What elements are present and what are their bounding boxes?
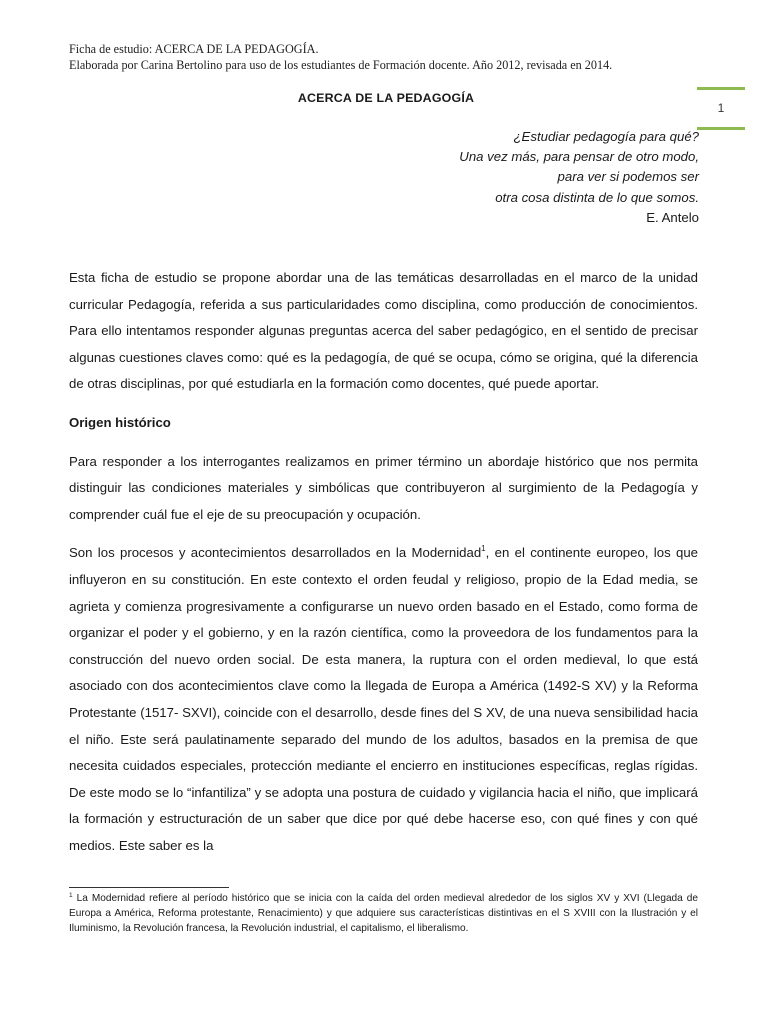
footnote-mark: 1 [69,892,73,899]
paragraph-2-start: Son los procesos y acontecimientos desarrollados en la Modernidad [69,545,482,561]
document-header [69,41,709,73]
paragraph-1: Para responder a los interrogantes realizamos en primer término un abordaje histórico que nos permita distinguir las condiciones materiales y simbólicas que contribuyeron al surgimiento de la Pedagogía y comprender cuál fue el eje de su preocupación y ocupación. [69,453,698,522]
epigraph-line: otra cosa distinta de lo que somos. [495,189,699,205]
footnote-separator [69,887,229,888]
paragraph-2-rest: , en el continente europeo, los que influyeron en su constitución. En este contexto el orden feudal y religioso, propio de la Edad media, se agrieta y comienza progresivamente a configurarse un nuevo orden basado en el Estado, como forma de organizar el poder y el gobierno, y en la razón científica, como la proveedora de los fundamentos para la construcción del nuevo orden social. De esta manera, la ruptura con el orden medieval, lo que está asociado con dos acontecimientos clave como la llegada de Europa a América (1492-S XV) y la Reforma Protestante (1517- SXVI), coincide con el desarrollo, desde fines del S XV, de una nueva sensibilidad hacia el niño. Este será paulatinamente separado del mundo de los adultos, basados en la premisa de que necesita cuidados especiales, protección mediante el encierro en instituciones específicas, reglas rígidas. De este modo se lo “infantiliza” y se adopta una postura de cuidado y vigilancia hacia el niño, que implicará la formación y estructuración de un saber que dice por qué debe hacerse eso, con qué fines y con qué medios. Este saber es la [69,545,698,853]
footnote [69,891,698,937]
page-number: 1 [717,101,725,115]
document-title: ACERCA DE LA PEDAGOGÍA [297,91,475,105]
page-number-top-rule [697,87,745,90]
epigraph-author: E. Antelo [646,209,699,225]
epigraph [299,127,699,228]
section-heading: Origen histórico [69,414,171,430]
epigraph-line: Una vez más, para pensar de otro modo, [459,149,699,165]
header-line-1: Ficha de estudio: ACERCA DE LA PEDAGOGÍA. [69,42,319,56]
body-text [69,265,698,871]
intro-paragraph: Esta ficha de estudio se propone abordar una de las temáticas desarrolladas en el marco de la unidad curricular Pedagogía, referida a sus particularidades como disciplina, como producción de conocimientos. Para ello intentamos responder algunas preguntas acerca del saber pedagógico, en el sentido de precisar algunas cuestiones claves como: qué es la pedagogía, de qué se ocupa, cómo se origina, qué la diferencia de otras disciplinas, por qué estudiarla en la formación como docentes, qué puede aportar. [69,270,698,392]
footnote-reference[interactable]: 1 [481,544,486,554]
epigraph-line: ¿Estudiar pedagogía para qué? [513,129,699,144]
footnote-text: La Modernidad refiere al período histórico que se inicia con la caída del orden medieval alrededor de los siglos XV y XVI (Llegada de Europa a América, Reforma protestante, Renacimiento) y que adquiere sus características distintivas en el S XVIII con la Ilustración y el Iluminismo, la Revolución francesa, la Revolución industrial, el capitalismo, el liberalismo. [69,893,698,935]
page-number-bottom-rule [697,127,745,130]
header-line-2: Elaborada por Carina Bertolino para uso de los estudiantes de Formación docente. Año 2012, revisada en 2014. [69,58,613,72]
paragraph-2 [69,540,698,859]
epigraph-line: para ver si podemos ser [557,169,699,185]
